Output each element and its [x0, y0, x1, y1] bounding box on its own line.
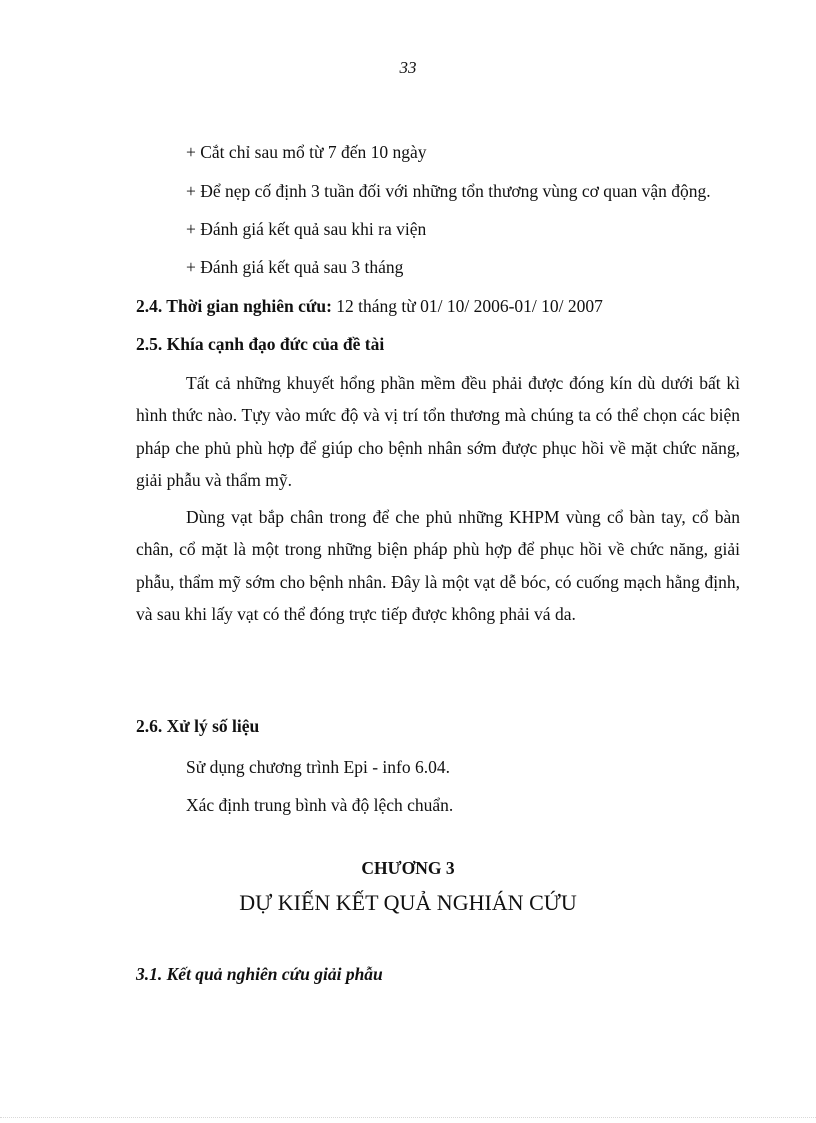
bullet-item: + Để nẹp cố định 3 tuần đối với những tổn thương vùng cơ quan vận động.: [186, 181, 711, 201]
section-2-4: [136, 295, 603, 317]
chapter-title: DỰ KIẾN KẾT QUẢ NGHIÁN CỨU: [239, 890, 577, 915]
section-2-5-heading: 2.5. Khía cạnh đạo đức của đề tài: [136, 334, 385, 354]
section-2-4-heading: 2.4. Thời gian nghiên cứu:: [136, 296, 332, 316]
page-number: 33: [399, 58, 417, 77]
paragraph: Dùng vạt bắp chân trong để che phủ những KHPM vùng cổ bàn tay, cổ bàn chân, cổ mặt là một trong những biện pháp phù hợp để phục hồi về chức năng, giải phẫu, thẩm mỹ sớm cho bệnh nhân. Đây là một vạt dễ bóc, có cuống mạch hằng định, và sau khi lấy vạt có thể đóng trực tiếp được không phải vá da.: [136, 507, 740, 625]
chapter-label: CHƯƠNG 3: [361, 858, 455, 878]
section-3-1-heading: 3.1. Kết quả nghiên cứu giải phẫu: [136, 964, 383, 984]
bullet-item: + Đánh giá kết quả sau 3 tháng: [186, 257, 404, 277]
bullet-item: + Cắt chỉ sau mổ từ 7 đến 10 ngày: [186, 142, 427, 162]
section-2-6-heading: 2.6. Xử lý số liệu: [136, 716, 260, 736]
page-divider: [0, 1117, 816, 1118]
paragraph: Tất cả những khuyết hổng phần mềm đều phải được đóng kín dù dưới bất kì hình thức nào. Tựy vào mức độ và vị trí tổn thương mà chúng ta có thể chọn các biện pháp che phủ phù hợp để giúp cho bệnh nhân sớm được phục hồi về mặt chức năng, giải phẫu và thẩm mỹ.: [136, 373, 740, 490]
section-2-4-text: 12 tháng từ 01/ 10/ 2006-01/ 10/ 2007: [331, 296, 603, 316]
section-2-6-line: Xác định trung bình và độ lệch chuẩn.: [186, 795, 454, 815]
section-2-5-body: [136, 367, 740, 630]
bullet-item: + Đánh giá kết quả sau khi ra viện: [186, 219, 427, 239]
section-2-6-line: Sử dụng chương trình Epi - info 6.04.: [186, 757, 450, 777]
